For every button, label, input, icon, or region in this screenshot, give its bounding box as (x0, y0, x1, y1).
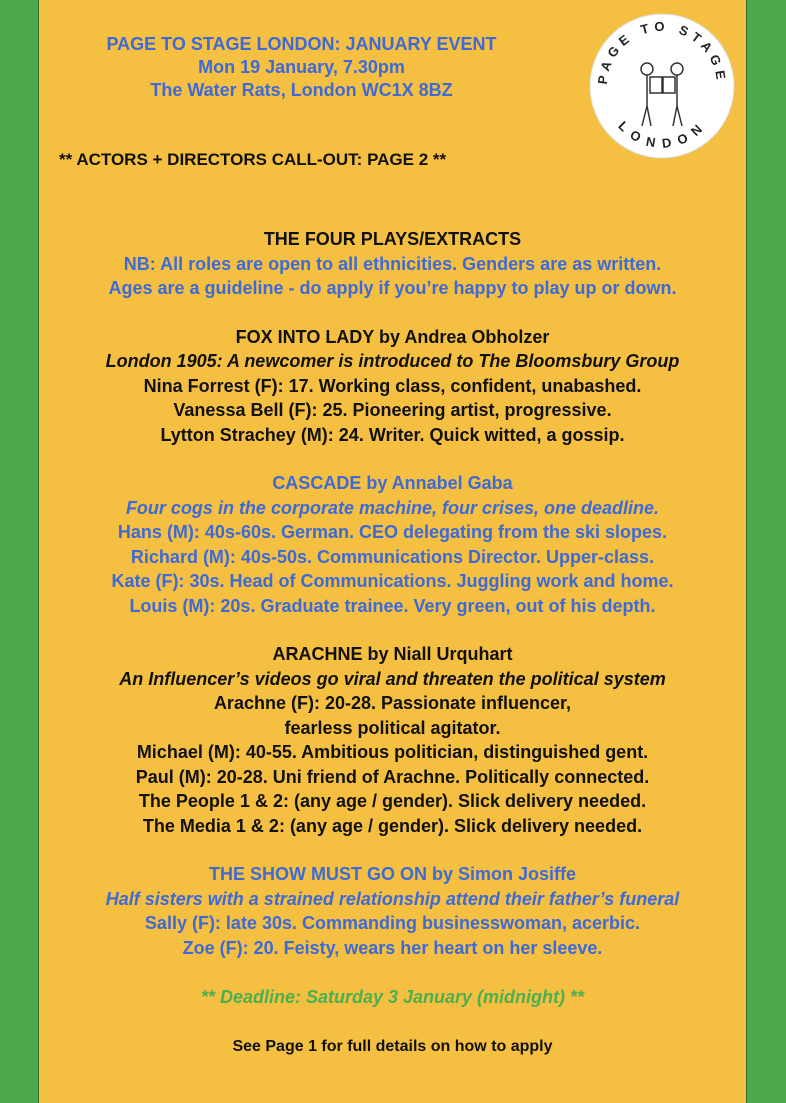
play-title: FOX INTO LADY by Andrea Obholzer (235, 326, 550, 347)
role: Michael (M): 40-55. Ambitious politician, distinguished gent. (136, 742, 649, 762)
role: Zoe (F): 20. Feisty, wears her heart on her sleeve. (182, 937, 603, 958)
play-tagline: Four cogs in the corporate machine, four crises, one deadline. (125, 497, 660, 518)
logo-bottom-text: LONDON (615, 118, 709, 152)
play-tagline: London 1905: A newcomer is introduced to The Bloomsbury Group (105, 351, 680, 371)
play-tagline: Half sisters with a strained relationship attend their father’s funeral (105, 888, 680, 909)
play-tagline: An Influencer’s videos go viral and threaten the political system (119, 668, 666, 689)
left-border (0, 0, 39, 1103)
role: Hans (M): 40s-60s. German. CEO delegating from the ski slopes. (117, 522, 668, 542)
logo-top-text: PAGE TO STAGE (594, 19, 730, 86)
role: The Media 1 & 2: (any age / gender). Slick delivery needed. (142, 815, 643, 836)
play-title: CASCADE by Annabel Gaba (272, 473, 513, 493)
role: Louis (M): 20s. Graduate trainee. Very green, out of his depth. (129, 595, 656, 616)
note-ages: Ages are a guideline - do apply if you’re happy to play up or down. (108, 278, 677, 298)
event-venue: The Water Rats, London WC1X 8BZ (150, 80, 453, 100)
play-arachne (39, 642, 746, 838)
role: Arachne (F): 20-28. Passionate influencer, fearless political agitator. (213, 693, 572, 738)
play-title: ARACHNE by Niall Urquhart (272, 644, 513, 664)
role: Vanessa Bell (F): 25. Pioneering artist, progressive. (173, 400, 612, 420)
role: Sally (F): late 30s. Commanding businesswoman, acerbic. (144, 913, 641, 933)
footer-note: See Page 1 for full details on how to apply (232, 1038, 553, 1055)
role: Kate (F): 30s. Head of Communications. Juggling work and home. (111, 571, 674, 591)
play-fox-into-lady (39, 325, 746, 448)
plays-section (39, 227, 746, 960)
page-to-stage-logo (587, 11, 737, 161)
play-title: THE SHOW MUST GO ON by Simon Josiffe (208, 864, 577, 884)
play-the-show-must-go-on (39, 862, 746, 960)
role: Nina Forrest (F): 17. Working class, confident, unabashed. (143, 375, 642, 396)
flyer (39, 0, 746, 1103)
event-title: PAGE TO STAGE LONDON: JANUARY EVENT (106, 34, 497, 54)
section-title: THE FOUR PLAYS/EXTRACTS (263, 229, 522, 249)
play-cascade (39, 471, 746, 618)
event-header (39, 33, 564, 102)
right-border (746, 0, 786, 1103)
role: Paul (M): 20-28. Uni friend of Arachne. Politically connected. (135, 766, 650, 787)
role: Richard (M): 40s-50s. Communications Director. Upper-class. (130, 546, 655, 567)
event-date: Mon 19 January, 7.30pm (198, 57, 405, 77)
role: The People 1 & 2: (any age / gender). Slick delivery needed. (138, 791, 647, 811)
callout: ** ACTORS + DIRECTORS CALL-OUT: PAGE 2 ** (59, 150, 447, 169)
role: Lytton Strachey (M): 24. Writer. Quick witted, a gossip. (160, 424, 625, 445)
deadline: ** Deadline: Saturday 3 January (midnight) ** (200, 987, 585, 1007)
note-ethnicity: NB: All roles are open to all ethnicities. Genders are as written. (123, 253, 662, 274)
